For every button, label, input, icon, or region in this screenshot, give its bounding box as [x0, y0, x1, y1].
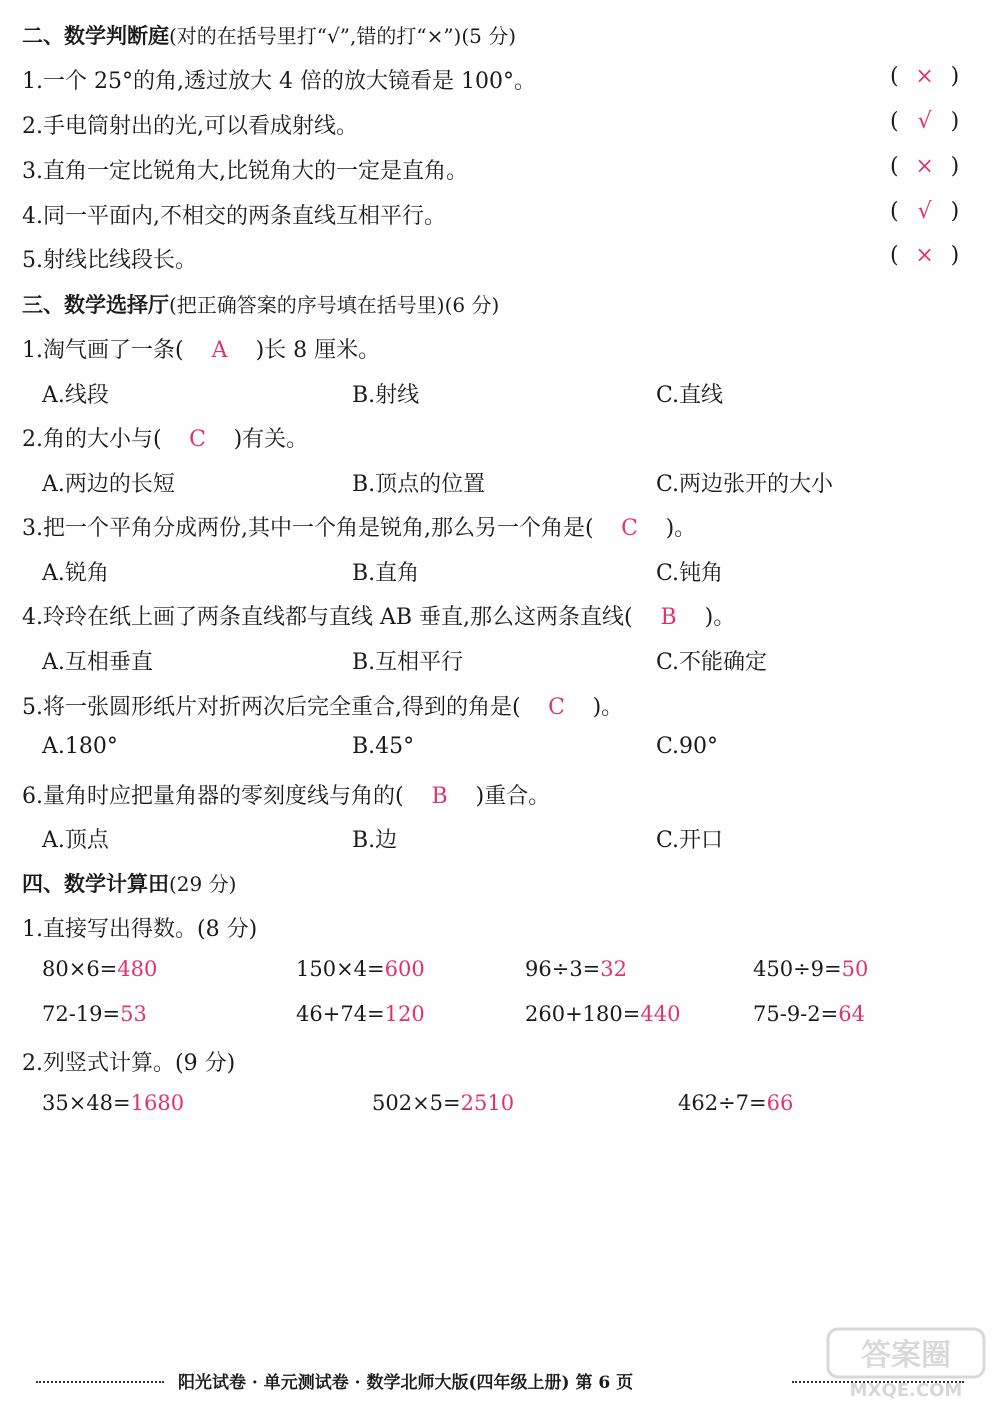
- section-4-title: 四、数学计算田: [22, 872, 169, 896]
- footer-left-rule: [36, 1381, 164, 1383]
- calc-item: 96÷3=32: [525, 957, 628, 981]
- judge-answer-2: ( √ ): [890, 109, 960, 134]
- answer-mark: √: [917, 109, 932, 134]
- option-b: B.射线: [352, 383, 420, 408]
- choice-answer: B: [431, 784, 448, 809]
- calc-question-1-title: 1.直接写出得数。(8 分): [22, 917, 258, 942]
- option-b: B.互相平行: [352, 650, 464, 675]
- option-c: C.两边张开的大小: [656, 472, 834, 497]
- judge-item-1: 1.一个 25°的角,透过放大 4 倍的放大镜看是 100°。: [22, 69, 536, 94]
- section-3-title: 三、数学选择厅: [22, 293, 169, 317]
- option-a: A.线段: [42, 383, 109, 408]
- option-b: B.边: [352, 828, 398, 853]
- choice-answer: C: [548, 695, 565, 720]
- calc-item: 46+74=120: [296, 1002, 425, 1026]
- watermark-logo: [826, 1325, 986, 1400]
- section-2-title: 二、数学判断庭: [22, 24, 169, 48]
- choice-question-5: 5.将一张圆形纸片对折两次后完全重合,得到的角是( C )。: [22, 695, 624, 720]
- calc-item: 80×6=480: [42, 957, 158, 981]
- answer-mark: √: [917, 199, 932, 224]
- option-c: C.钝角: [656, 561, 724, 586]
- section-2-heading: [22, 20, 516, 50]
- vertical-calc-item: 35×48=1680: [42, 1091, 185, 1115]
- calc-item: 150×4=600: [296, 957, 425, 981]
- choice-question-4: 4.玲玲在纸上画了两条直线都与直线 AB 垂直,那么这两条直线( B )。: [22, 605, 736, 630]
- option-b: B.直角: [352, 561, 420, 586]
- choice-question-3: 3.把一个平角分成两份,其中一个角是锐角,那么另一个角是( C )。: [22, 516, 697, 541]
- option-a: A.锐角: [42, 561, 109, 586]
- choice-question-2: 2.角的大小与( C )有关。: [22, 427, 309, 452]
- judge-answer-5: ( × ): [890, 243, 960, 268]
- svg-text:MXQE.COM: MXQE.COM: [849, 1380, 963, 1400]
- option-c: C.开口: [656, 828, 724, 853]
- svg-text:答案圈: 答案圈: [861, 1338, 951, 1373]
- judge-answer-4: ( √ ): [890, 199, 960, 224]
- judge-answer-1: ( × ): [890, 64, 960, 89]
- answer-mark: ×: [915, 243, 934, 268]
- choice-answer: B: [660, 605, 677, 630]
- option-a: A.顶点: [42, 828, 109, 853]
- judge-item-3: 3.直角一定比锐角大,比锐角大的一定是直角。: [22, 159, 468, 184]
- answer-mark: ×: [915, 64, 934, 89]
- judge-answer-3: ( × ): [890, 154, 960, 179]
- judge-item-5: 5.射线比线段长。: [22, 248, 197, 273]
- choice-answer: C: [621, 516, 638, 541]
- answer-mark: ×: [915, 154, 934, 179]
- option-a: A.两边的长短: [42, 472, 175, 497]
- section-4-heading: [22, 868, 236, 898]
- choice-answer: A: [211, 338, 228, 363]
- calc-question-2-title: 2.列竖式计算。(9 分): [22, 1051, 236, 1076]
- option-c: C.直线: [656, 383, 724, 408]
- section-3-heading: [22, 289, 499, 319]
- choice-question-6: 6.量角时应把量角器的零刻度线与角的( B )重合。: [22, 784, 551, 809]
- calc-item: 450÷9=50: [753, 957, 869, 981]
- vertical-calc-item: 502×5=2510: [372, 1091, 515, 1115]
- footer-text: 阳光试卷 · 单元测试卷 · 数学北师大版(四年级上册) 第 6 页: [178, 1373, 634, 1393]
- option-b: B.顶点的位置: [352, 472, 486, 497]
- choice-question-1: 1.淘气画了一条( A )长 8 厘米。: [22, 338, 381, 363]
- section-3-subtitle: (把正确答案的序号填在括号里)(6 分): [169, 293, 500, 317]
- option-a: A.互相垂直: [42, 650, 153, 675]
- section-4-subtitle: (29 分): [169, 872, 237, 896]
- option-c: C.90°: [656, 734, 719, 759]
- calc-item: 72-19=53: [42, 1002, 147, 1026]
- option-b: B.45°: [352, 734, 415, 759]
- calc-item: 75-9-2=64: [753, 1002, 865, 1026]
- vertical-calc-item: 462÷7=66: [678, 1091, 794, 1115]
- judge-item-4: 4.同一平面内,不相交的两条直线互相平行。: [22, 204, 446, 229]
- option-c: C.不能确定: [656, 650, 768, 675]
- judge-item-2: 2.手电筒射出的光,可以看成射线。: [22, 114, 358, 139]
- option-a: A.180°: [42, 734, 118, 759]
- choice-answer: C: [189, 427, 206, 452]
- calc-item: 260+180=440: [525, 1002, 681, 1026]
- section-2-subtitle: (对的在括号里打“√”,错的打“×”)(5 分): [169, 24, 517, 48]
